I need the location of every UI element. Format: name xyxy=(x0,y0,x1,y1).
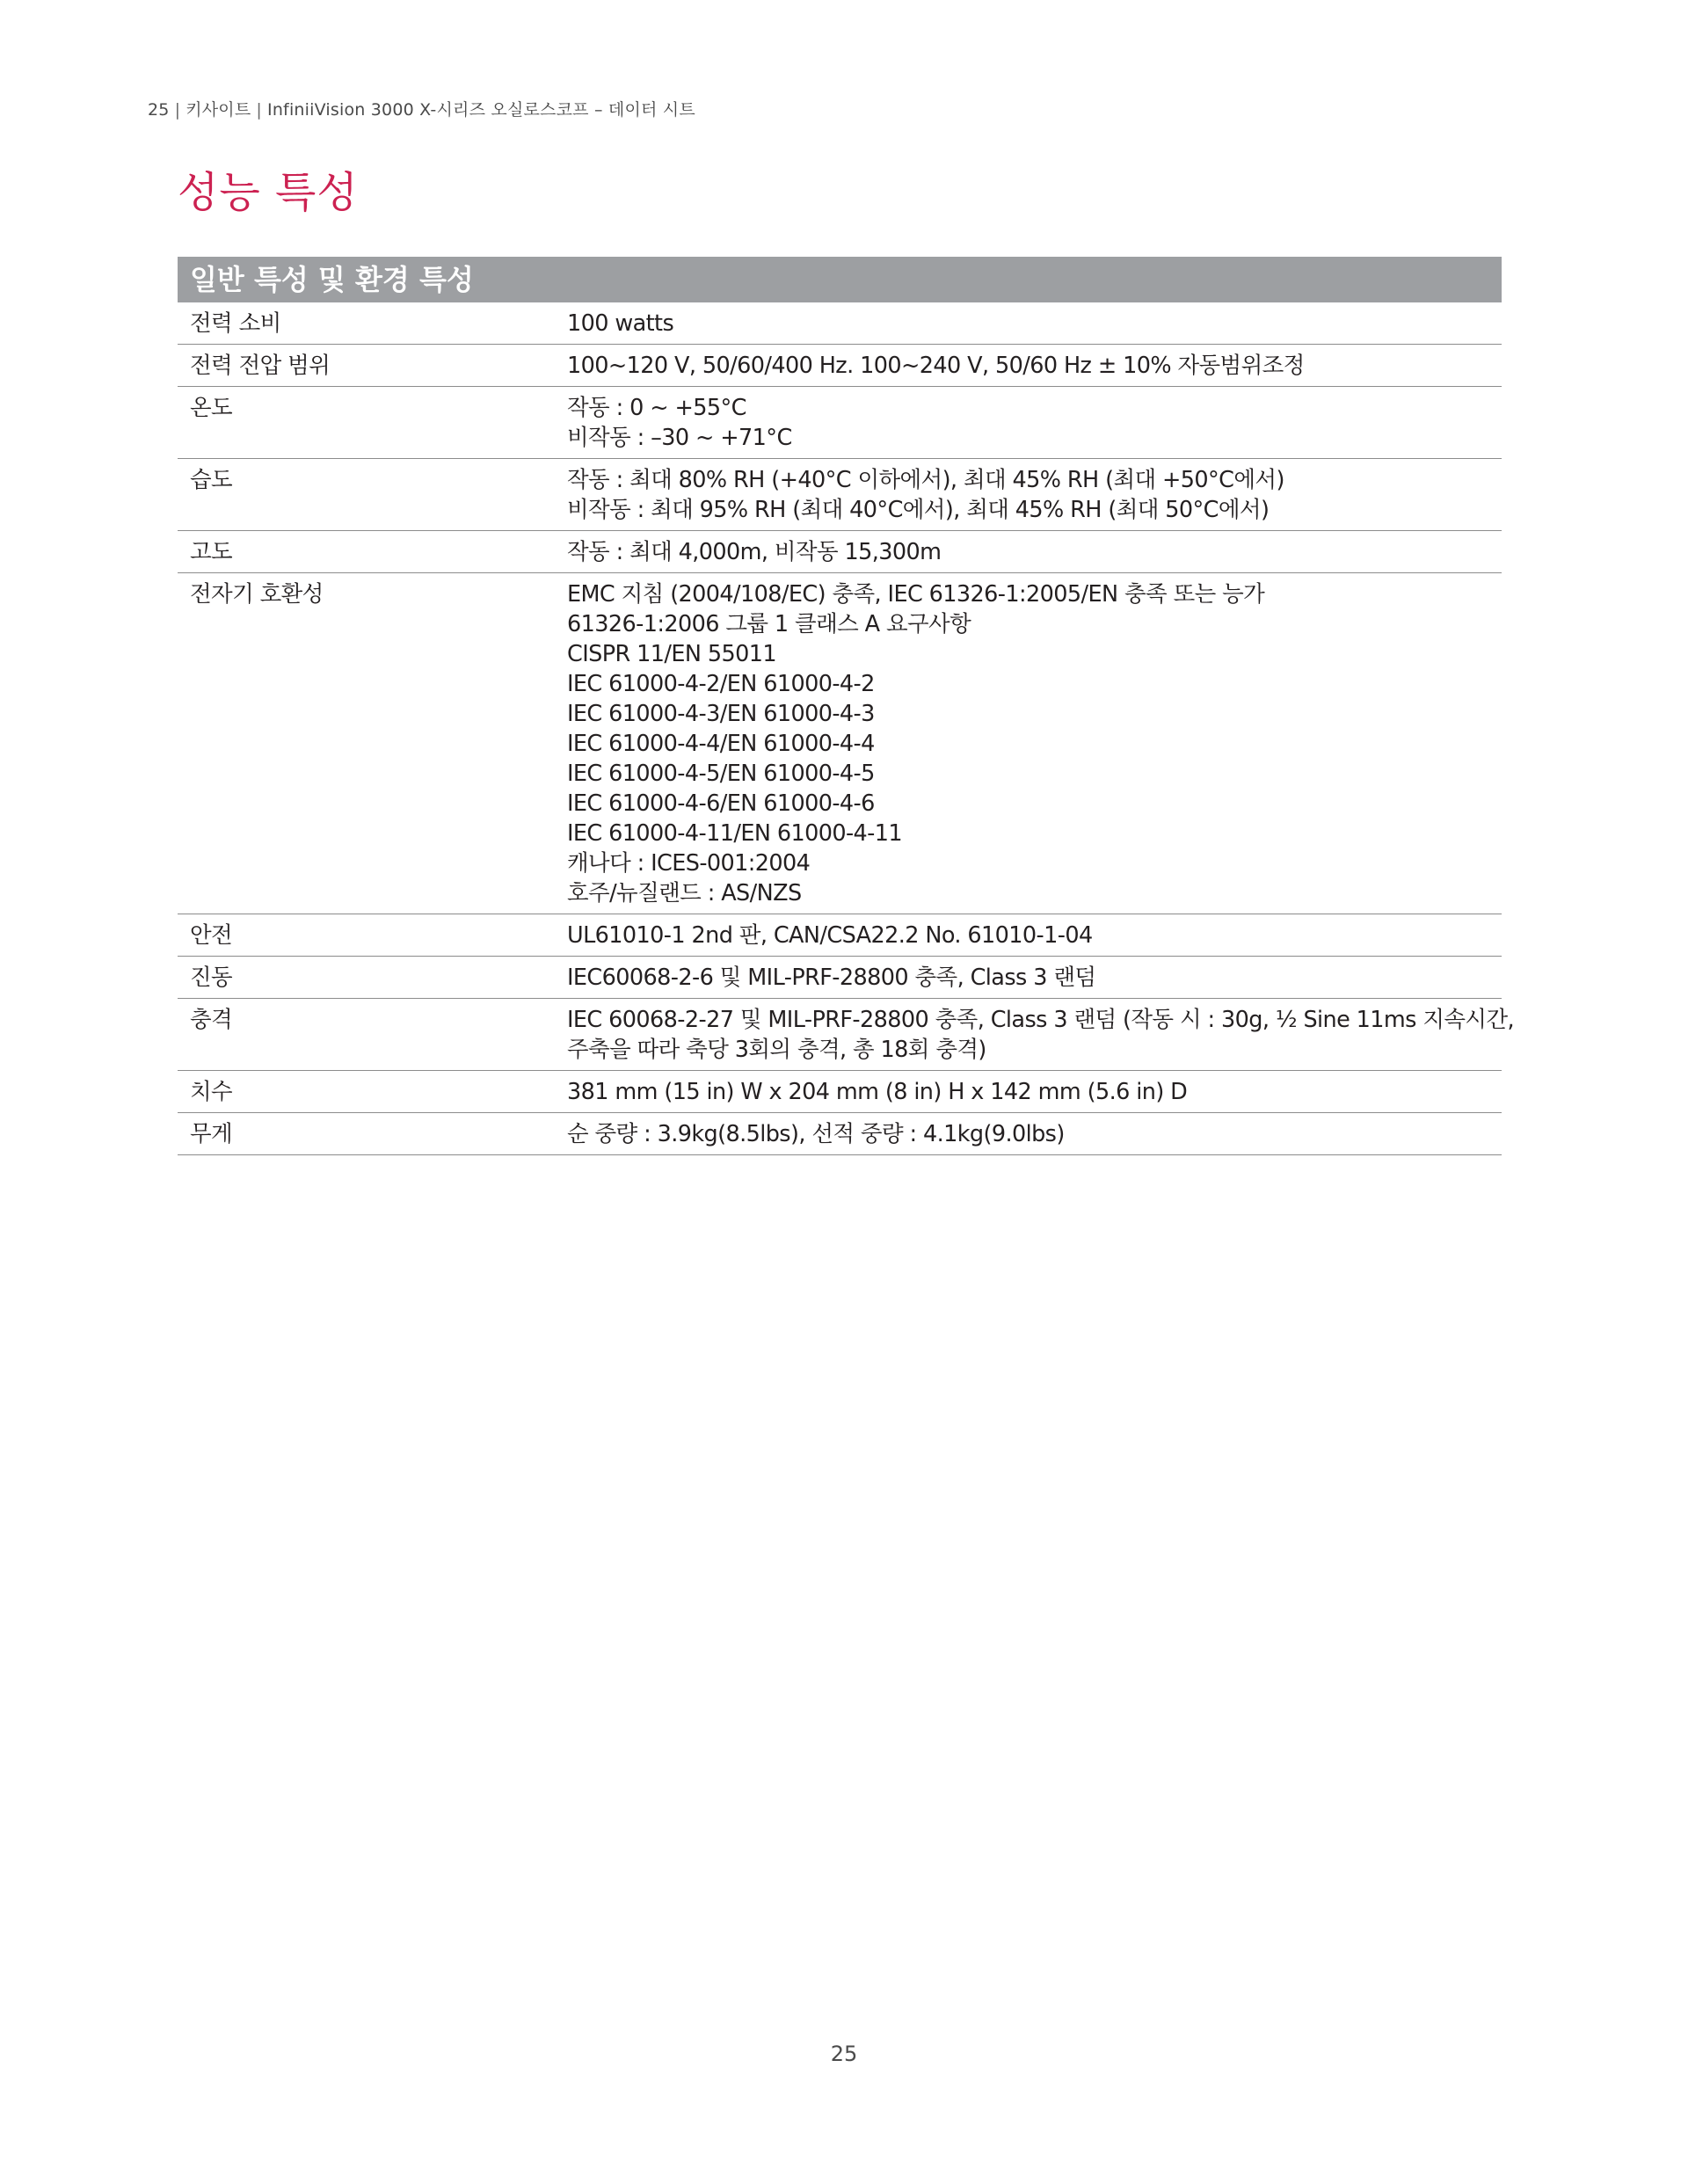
spec-value-line: IEC 61000-4-6/EN 61000-4-6 xyxy=(567,790,875,817)
spec-value-line: IEC 60068-2-27 및 MIL-PRF-28800 충족, Class 3 랜덤 (작동 시 : 30g, ½ Sine 11ms 지속시간, xyxy=(567,1007,1514,1033)
spec-label: 고도 xyxy=(190,539,233,565)
spec-values xyxy=(567,579,1502,908)
spec-label: 충격 xyxy=(190,1007,233,1033)
header-separator: | xyxy=(256,100,263,120)
spec-label: 무게 xyxy=(190,1121,233,1147)
spec-row xyxy=(178,1071,1502,1113)
spec-label: 전자기 호환성 xyxy=(190,581,324,608)
spec-label: 안전 xyxy=(190,922,233,949)
spec-value-line: 381 mm (15 in) W x 204 mm (8 in) H x 142 mm (5.6 in) D xyxy=(567,1079,1188,1105)
spec-values xyxy=(567,921,1502,950)
spec-value-line: IEC 61000-4-2/EN 61000-4-2 xyxy=(567,671,875,697)
spec-value-line: 주축을 따라 축당 3회의 충격, 총 18회 충격) xyxy=(567,1037,986,1063)
running-header xyxy=(148,97,695,120)
spec-values xyxy=(567,1077,1502,1107)
spec-label: 진동 xyxy=(190,965,233,991)
spec-value-line: IEC 61000-4-5/EN 61000-4-5 xyxy=(567,761,875,787)
spec-row xyxy=(178,387,1502,459)
section-title: 성능 특성 xyxy=(178,168,359,217)
spec-value-line: IEC60068-2-6 및 MIL-PRF-28800 충족, Class 3 랜덤 xyxy=(567,965,1096,991)
spec-value-line: EMC 지침 (2004/108/EC) 충족, IEC 61326-1:2005/EN 충족 또는 능가 xyxy=(567,581,1265,608)
spec-value-line: 100~120 V, 50/60/400 Hz. 100~240 V, 50/60 Hz ± 10% 자동범위조정 xyxy=(567,353,1305,379)
spec-label: 전력 소비 xyxy=(190,310,281,337)
spec-row xyxy=(178,573,1502,914)
header-company: 키사이트 xyxy=(186,100,251,120)
spec-values xyxy=(567,393,1502,453)
spec-label: 치수 xyxy=(190,1079,233,1105)
spec-row xyxy=(178,914,1502,957)
spec-label: 온도 xyxy=(190,395,233,421)
spec-values xyxy=(567,1005,1514,1065)
header-separator: | xyxy=(174,100,181,120)
spec-values xyxy=(567,537,1502,567)
spec-value-line: 작동 : 최대 4,000m, 비작동 15,300m xyxy=(567,539,942,565)
page-number: 25 xyxy=(830,2042,858,2066)
spec-row xyxy=(178,345,1502,387)
spec-value-line: 순 중량 : 3.9kg(8.5lbs), 선적 중량 : 4.1kg(9.0lbs) xyxy=(567,1121,1065,1147)
spec-value-line: 호주/뉴질랜드 : AS/NZS xyxy=(567,880,802,906)
spec-value-line: 61326-1:2006 그룹 1 클래스 A 요구사항 xyxy=(567,611,971,637)
spec-rows xyxy=(178,302,1514,1155)
spec-value-line: IEC 61000-4-11/EN 61000-4-11 xyxy=(567,820,903,847)
spec-label: 전력 전압 범위 xyxy=(190,353,331,379)
spec-values xyxy=(567,963,1502,993)
spec-value-line: UL61010-1 2nd 판, CAN/CSA22.2 No. 61010-1-04 xyxy=(567,922,1093,949)
spec-row xyxy=(178,999,1514,1071)
table-heading: 일반 특성 및 환경 특성 xyxy=(178,257,1502,302)
spec-row xyxy=(178,957,1502,999)
spec-value-line: 100 watts xyxy=(567,310,674,337)
spec-value-line: IEC 61000-4-3/EN 61000-4-3 xyxy=(567,701,875,727)
spec-values xyxy=(567,309,1502,339)
spec-table xyxy=(178,257,1514,1155)
spec-value-line: IEC 61000-4-4/EN 61000-4-4 xyxy=(567,731,875,757)
spec-values xyxy=(567,351,1502,381)
spec-values xyxy=(567,1119,1502,1149)
spec-value-line: 비작동 : –30 ~ +71°C xyxy=(567,425,792,451)
spec-row xyxy=(178,531,1502,573)
spec-value-line: 캐나다 : ICES-001:2004 xyxy=(567,850,811,877)
spec-row xyxy=(178,1113,1502,1155)
spec-row xyxy=(178,459,1502,531)
spec-value-line: 작동 : 0 ~ +55°C xyxy=(567,395,746,421)
spec-value-line: CISPR 11/EN 55011 xyxy=(567,641,776,667)
spec-value-line: 비작동 : 최대 95% RH (최대 40°C에서), 최대 45% RH (최대 50°C에서) xyxy=(567,497,1270,523)
header-product-title: InfiniiVision 3000 X-시리즈 오실로스코프 – 데이터 시트 xyxy=(267,100,695,120)
spec-label: 습도 xyxy=(190,467,233,493)
spec-values xyxy=(567,465,1502,525)
spec-row xyxy=(178,302,1502,345)
spec-value-line: 작동 : 최대 80% RH (+40°C 이하에서), 최대 45% RH (최대 +50°C에서) xyxy=(567,467,1284,493)
header-page-number: 25 xyxy=(148,100,170,120)
